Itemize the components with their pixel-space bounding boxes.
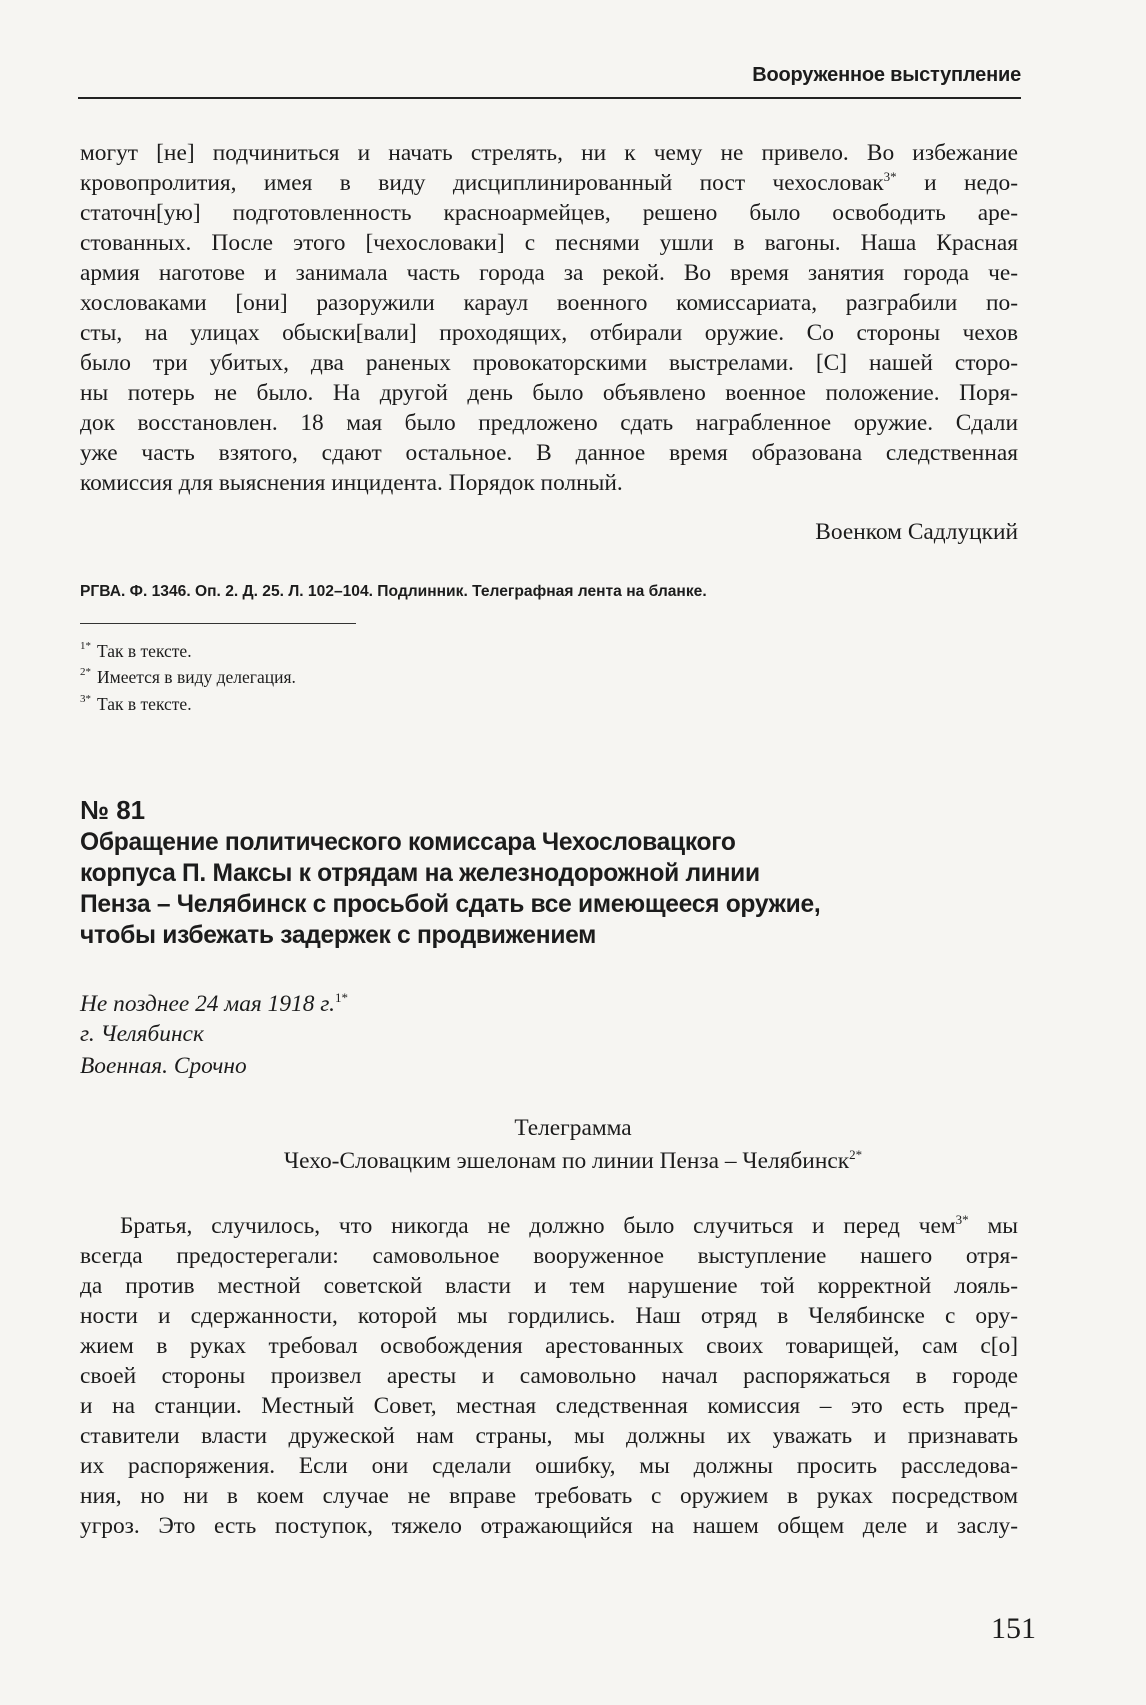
text-line: комиссия для выяснения инцидента. Порядок полный.	[80, 470, 623, 496]
text-line: хословаками [они] разоружили караул военного комиссариата, разграбили по-	[80, 290, 1018, 316]
header-rule	[78, 97, 1021, 99]
footnote-text: Так в тексте.	[97, 641, 192, 661]
text-line	[80, 1211, 1018, 1241]
signature: Военком Садлуцкий	[815, 519, 1018, 545]
text-line: их распоряжения. Если они сделали ошибку, мы должны просить расследова-	[80, 1453, 1018, 1479]
text-line: док восстановлен. 18 мая было предложено сдать награбленное оружие. Сдали	[80, 410, 1018, 436]
text-line: угроз. Это есть поступок, тяжело отражающийся на нашем общем деле и заслу-	[80, 1513, 1018, 1539]
title-line: чтобы избежать задержек с продвижением	[80, 922, 597, 949]
text-line: было три убитых, два раненых провокаторскими выстрелами. [С] нашей сторо-	[80, 350, 1018, 376]
text-line: стованных. После этого [чехословаки] с песнями ушли в вагоны. Наша Красная	[80, 230, 1018, 256]
text-line: статочн[ую] подготовленность красноармейцев, решено было освободить аре-	[80, 200, 1018, 226]
text-line: всегда предостерегали: самовольное вооруженное выступление нашего отря-	[80, 1243, 1018, 1269]
document-number: № 81	[80, 795, 146, 825]
text-line: сты, на улицах обыски[вали] проходящих, отбирали оружие. Со стороны чехов	[80, 320, 1018, 346]
footnote	[80, 641, 192, 662]
text-line: армия наготове и занимала часть города за рекой. Во время занятия города че-	[80, 260, 1018, 286]
text-line: могут [не] подчиниться и начать стрелять, ни к чему не привело. Во избежание	[80, 140, 1018, 166]
footnote-rule	[80, 623, 356, 624]
text-line: уже часть взятого, сдают остальное. В данное время образована следственная	[80, 440, 1018, 466]
text-line: ния, но ни в коем случае не вправе требовать с оружием в руках посредством	[80, 1483, 1018, 1509]
document-title	[80, 827, 1020, 951]
footnote-ref: 1*	[334, 990, 348, 1005]
footnote-ref: 2*	[849, 1147, 863, 1162]
addressee-text: Чехо-Словацким эшелонам по линии Пенза – Челябинск	[283, 1147, 850, 1174]
text-line-part: и недо-	[896, 170, 1018, 196]
text-line	[80, 168, 1018, 198]
text-line-part: Братья, случилось, что никогда не должно было случиться и перед чем	[120, 1213, 956, 1239]
footnote	[80, 667, 296, 688]
addressee	[0, 1147, 1146, 1175]
text-line: жием в руках требовал освобождения арестованных своих товарищей, сам с[о]	[80, 1333, 1018, 1359]
footnote	[80, 694, 192, 715]
telegram-text-continued	[80, 138, 1018, 498]
footnote-text: Имеется в виду делегация.	[97, 667, 296, 687]
text-line: и на станции. Местный Совет, местная следственная комиссия – это есть пред-	[80, 1393, 1018, 1419]
date-text: Не позднее 24 мая 1918 г.	[80, 990, 335, 1017]
text-line: да против местной советской власти и тем нарушение той корректной лояль-	[80, 1273, 1018, 1299]
footnote-text: Так в тексте.	[97, 694, 192, 714]
document-place: г. Челябинск	[80, 1021, 204, 1047]
footnote-mark: 3*	[80, 693, 91, 706]
text-line: ности и сдержанности, которой мы гордились. Наш отряд в Челябинске с ору-	[80, 1303, 1018, 1329]
text-line: ставители власти дружеской нам страны, мы должны их уважать и признавать	[80, 1423, 1018, 1449]
document-date	[80, 990, 348, 1018]
appeal-text	[80, 1211, 1018, 1541]
archive-source: РГВА. Ф. 1346. Оп. 2. Д. 25. Л. 102–104. Подлинник. Телеграфная лента на бланке.	[80, 583, 707, 600]
footnote-mark: 2*	[80, 666, 91, 679]
title-line: корпуса П. Максы к отрядам на железнодорожной линии	[80, 860, 760, 887]
text-line: своей стороны произвел аресты и самовольно начал распоряжаться в городе	[80, 1363, 1018, 1389]
text-line: ны потерь не было. На другой день было объявлено военное положение. Поря-	[80, 380, 1018, 406]
text-line-part: мы	[968, 1213, 1018, 1239]
title-line: Обращение политического комиссара Чехословацкого	[80, 829, 736, 856]
document-classification: Военная. Срочно	[80, 1053, 247, 1079]
footnote-mark: 1*	[80, 640, 91, 653]
footnote-ref: 3*	[955, 1212, 969, 1228]
page-number: 151	[991, 1612, 1036, 1645]
text-line-part: кровопролития, имея в виду дисциплинированный пост чехословак	[80, 170, 884, 196]
telegram-label: Телеграмма	[514, 1115, 632, 1141]
title-line: Пенза – Челябинск с просьбой сдать все имеющееся оружие,	[80, 891, 821, 918]
running-header: Вооруженное выступление	[752, 64, 1021, 86]
footnote-ref: 3*	[883, 169, 897, 185]
